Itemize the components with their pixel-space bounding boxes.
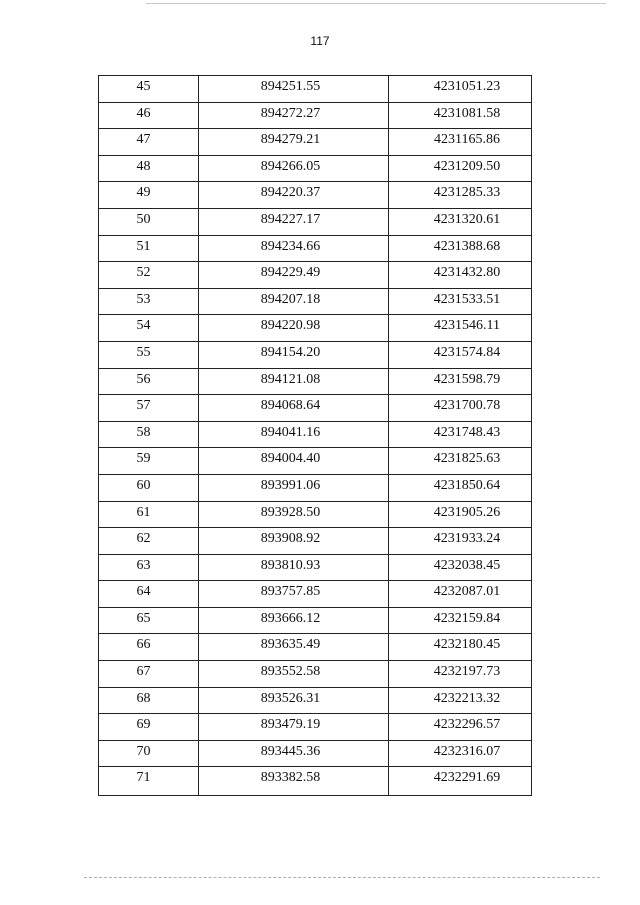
point-number-cell: 52 — [99, 262, 199, 289]
x-coordinate-cell: 894004.40 — [199, 448, 389, 475]
page-number: 117 — [310, 34, 330, 48]
table-row — [99, 661, 532, 688]
point-number-cell: 54 — [99, 315, 199, 342]
y-coordinate-cell: 4231432.80 — [389, 262, 532, 289]
table-row — [99, 687, 532, 714]
x-coordinate-cell: 893757.85 — [199, 581, 389, 608]
point-number-cell: 46 — [99, 102, 199, 129]
point-number-cell: 60 — [99, 474, 199, 501]
table-row — [99, 235, 532, 262]
x-coordinate-cell: 893635.49 — [199, 634, 389, 661]
table-row — [99, 634, 532, 661]
table-row — [99, 288, 532, 315]
y-coordinate-cell: 4231081.58 — [389, 102, 532, 129]
x-coordinate-cell: 894266.05 — [199, 155, 389, 182]
table-row — [99, 315, 532, 342]
y-coordinate-cell: 4231825.63 — [389, 448, 532, 475]
table-row — [99, 102, 532, 129]
y-coordinate-cell: 4231933.24 — [389, 528, 532, 555]
table-row — [99, 448, 532, 475]
x-coordinate-cell: 894068.64 — [199, 395, 389, 422]
y-coordinate-cell: 4232213.32 — [389, 687, 532, 714]
y-coordinate-cell: 4232197.73 — [389, 661, 532, 688]
table-row — [99, 607, 532, 634]
point-number-cell: 48 — [99, 155, 199, 182]
point-number-cell: 59 — [99, 448, 199, 475]
x-coordinate-cell: 894234.66 — [199, 235, 389, 262]
y-coordinate-cell: 4231700.78 — [389, 395, 532, 422]
table-row — [99, 767, 532, 796]
coordinates-table — [98, 75, 532, 796]
point-number-cell: 65 — [99, 607, 199, 634]
point-number-cell: 53 — [99, 288, 199, 315]
x-coordinate-cell: 894272.27 — [199, 102, 389, 129]
x-coordinate-cell: 893928.50 — [199, 501, 389, 528]
x-coordinate-cell: 894251.55 — [199, 76, 389, 103]
x-coordinate-cell: 894279.21 — [199, 129, 389, 156]
y-coordinate-cell: 4232038.45 — [389, 554, 532, 581]
table-row — [99, 714, 532, 741]
y-coordinate-cell: 4231598.79 — [389, 368, 532, 395]
point-number-cell: 67 — [99, 661, 199, 688]
point-number-cell: 63 — [99, 554, 199, 581]
y-coordinate-cell: 4231574.84 — [389, 341, 532, 368]
point-number-cell: 50 — [99, 208, 199, 235]
y-coordinate-cell: 4232316.07 — [389, 740, 532, 767]
x-coordinate-cell: 893908.92 — [199, 528, 389, 555]
x-coordinate-cell: 893382.58 — [199, 767, 389, 796]
x-coordinate-cell: 894121.08 — [199, 368, 389, 395]
x-coordinate-cell: 893810.93 — [199, 554, 389, 581]
y-coordinate-cell: 4231285.33 — [389, 182, 532, 209]
table-row — [99, 474, 532, 501]
table-row — [99, 76, 532, 103]
table-row — [99, 182, 532, 209]
x-coordinate-cell: 894154.20 — [199, 341, 389, 368]
y-coordinate-cell: 4232180.45 — [389, 634, 532, 661]
y-coordinate-cell: 4231320.61 — [389, 208, 532, 235]
x-coordinate-cell: 894229.49 — [199, 262, 389, 289]
y-coordinate-cell: 4231533.51 — [389, 288, 532, 315]
y-coordinate-cell: 4231051.23 — [389, 76, 532, 103]
y-coordinate-cell: 4231546.11 — [389, 315, 532, 342]
y-coordinate-cell: 4232291.69 — [389, 767, 532, 796]
y-coordinate-cell: 4231209.50 — [389, 155, 532, 182]
top-rule — [146, 3, 606, 4]
table-row — [99, 341, 532, 368]
x-coordinate-cell: 894041.16 — [199, 421, 389, 448]
point-number-cell: 47 — [99, 129, 199, 156]
table-row — [99, 528, 532, 555]
table-row — [99, 740, 532, 767]
point-number-cell: 69 — [99, 714, 199, 741]
x-coordinate-cell: 893479.19 — [199, 714, 389, 741]
point-number-cell: 61 — [99, 501, 199, 528]
x-coordinate-cell: 894220.98 — [199, 315, 389, 342]
point-number-cell: 49 — [99, 182, 199, 209]
point-number-cell: 51 — [99, 235, 199, 262]
bottom-rule — [84, 877, 600, 878]
x-coordinate-cell: 894220.37 — [199, 182, 389, 209]
x-coordinate-cell: 894227.17 — [199, 208, 389, 235]
y-coordinate-cell: 4232159.84 — [389, 607, 532, 634]
point-number-cell: 68 — [99, 687, 199, 714]
x-coordinate-cell: 893666.12 — [199, 607, 389, 634]
table-row — [99, 421, 532, 448]
y-coordinate-cell: 4232087.01 — [389, 581, 532, 608]
coordinates-table-body — [99, 76, 532, 796]
y-coordinate-cell: 4231388.68 — [389, 235, 532, 262]
point-number-cell: 62 — [99, 528, 199, 555]
table-row — [99, 155, 532, 182]
point-number-cell: 55 — [99, 341, 199, 368]
point-number-cell: 66 — [99, 634, 199, 661]
point-number-cell: 64 — [99, 581, 199, 608]
y-coordinate-cell: 4231850.64 — [389, 474, 532, 501]
x-coordinate-cell: 894207.18 — [199, 288, 389, 315]
table-row — [99, 581, 532, 608]
point-number-cell: 58 — [99, 421, 199, 448]
x-coordinate-cell: 893552.58 — [199, 661, 389, 688]
point-number-cell: 70 — [99, 740, 199, 767]
y-coordinate-cell: 4231165.86 — [389, 129, 532, 156]
table-row — [99, 208, 532, 235]
table-row — [99, 554, 532, 581]
y-coordinate-cell: 4231748.43 — [389, 421, 532, 448]
point-number-cell: 71 — [99, 767, 199, 796]
point-number-cell: 45 — [99, 76, 199, 103]
y-coordinate-cell: 4232296.57 — [389, 714, 532, 741]
x-coordinate-cell: 893445.36 — [199, 740, 389, 767]
y-coordinate-cell: 4231905.26 — [389, 501, 532, 528]
table-row — [99, 368, 532, 395]
point-number-cell: 56 — [99, 368, 199, 395]
table-row — [99, 395, 532, 422]
x-coordinate-cell: 893991.06 — [199, 474, 389, 501]
table-row — [99, 129, 532, 156]
x-coordinate-cell: 893526.31 — [199, 687, 389, 714]
table-row — [99, 262, 532, 289]
table-row — [99, 501, 532, 528]
point-number-cell: 57 — [99, 395, 199, 422]
